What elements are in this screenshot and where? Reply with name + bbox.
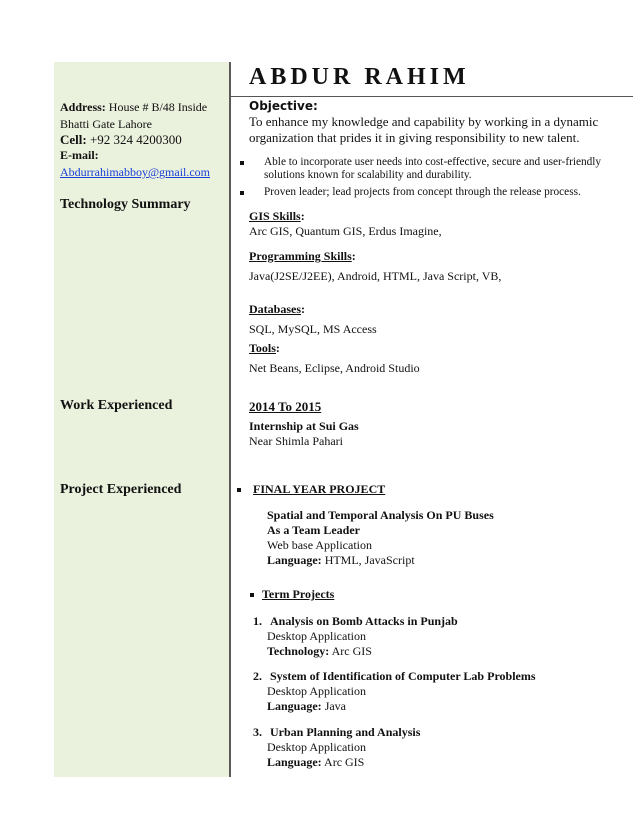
bullet-icon xyxy=(240,161,244,165)
project-experienced-heading: Project Experienced xyxy=(60,482,182,497)
email-link[interactable]: Abdurrahimabboy@gmail.com xyxy=(60,165,211,179)
work-entry xyxy=(249,419,359,449)
list-item: 3. Urban Planning and Analysis Desktop Application Language: Arc GIS xyxy=(253,725,421,769)
fyp-heading: FINAL YEAR PROJECT xyxy=(237,482,385,497)
work-experienced-heading: Work Experienced xyxy=(60,398,173,413)
list-item: 2. System of Identification of Computer Lab Problems Desktop Application Language: Java xyxy=(253,669,536,713)
term-heading: Term Projects xyxy=(250,587,334,602)
list-item: Proven leader; lead projects from concept through the release process. xyxy=(236,186,616,199)
gis-skills-value: Arc GIS, Quantum GIS, Erdus Imagine, xyxy=(249,224,442,238)
term-project-title: Analysis on Bomb Attacks in Punjab xyxy=(270,614,458,628)
work-location: Near Shimla Pahari xyxy=(249,434,343,448)
databases-value: SQL, MySQL, MS Access xyxy=(249,322,377,336)
tools-value: Net Beans, Eclipse, Android Studio xyxy=(249,361,420,375)
tools-label: Tools xyxy=(249,341,276,355)
fyp-lang-label: Language: xyxy=(267,553,322,567)
term-project-title: Urban Planning and Analysis xyxy=(270,725,421,739)
term-project-title: System of Identification of Computer Lab Problems xyxy=(270,669,536,683)
objective-heading: Objective: xyxy=(249,99,318,113)
name-underline xyxy=(231,96,633,97)
address-line2: Bhatti Gate Lahore xyxy=(60,117,152,131)
cell-label: Cell: xyxy=(60,132,87,147)
fyp-role: As a Team Leader xyxy=(267,523,360,537)
candidate-name: ABDUR RAHIM xyxy=(249,64,470,90)
gis-skills: GIS Skills: Arc GIS, Quantum GIS, Erdus Imagine, xyxy=(249,209,442,238)
objective-bullets xyxy=(236,156,616,203)
bullet-icon xyxy=(240,191,244,195)
bullet-icon xyxy=(237,488,241,492)
email-label: E-mail: xyxy=(60,148,99,162)
fyp-lang-value: HTML, JavaScript xyxy=(324,553,415,567)
tech-summary-heading: Technology Summary xyxy=(60,197,191,212)
fyp-title: Spatial and Temporal Analysis On PU Buses xyxy=(267,508,494,522)
work-period: 2014 To 2015 xyxy=(249,399,322,414)
email xyxy=(60,147,210,181)
databases-label: Databases xyxy=(249,302,302,316)
fyp-type: Web base Application xyxy=(267,538,373,552)
address xyxy=(60,99,207,133)
programming-skills-label: Programming Skills xyxy=(249,249,352,263)
tools: Tools: xyxy=(249,341,280,355)
address-label: Address: xyxy=(60,100,106,114)
cell xyxy=(60,131,182,148)
databases: Databases: xyxy=(249,302,306,316)
work-title: Internship at Sui Gas xyxy=(249,419,359,433)
column-divider xyxy=(229,62,231,777)
cell-value: +92 324 4200300 xyxy=(89,132,182,147)
fyp-details xyxy=(267,508,494,568)
address-line1: House # B/48 Inside xyxy=(108,100,208,114)
gis-skills-label: GIS Skills xyxy=(249,209,301,223)
programming-skills: Programming Skills: xyxy=(249,249,356,263)
list-item: Able to incorporate user needs into cost-effective, secure and user-friendly solutions known for scalability and durability. xyxy=(236,156,616,182)
objective-text: To enhance my knowledge and capability by working in a dynamic organization that prides it in giving responsibility to new talent. xyxy=(249,114,599,145)
bullet-icon xyxy=(250,593,254,597)
list-item: 1. Analysis on Bomb Attacks in Punjab Desktop Application Technology: Arc GIS xyxy=(253,614,458,658)
programming-skills-value: Java(J2SE/J2EE), Android, HTML, Java Script, VB, xyxy=(249,269,502,283)
